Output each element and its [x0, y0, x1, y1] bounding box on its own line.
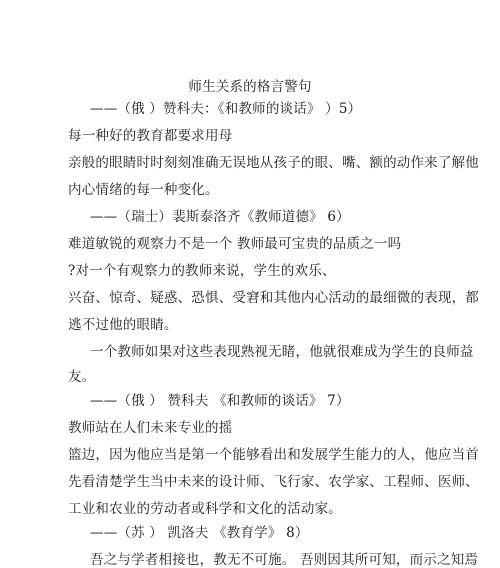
text-line: 每一种好的教育都要求用母	[68, 128, 233, 144]
text-line: ——（俄 ） 赞科夫 《和教师的谈话》 7）	[90, 393, 350, 409]
text-line: 吾之与学者相接也，教无不可施。 吾则因其所可知，而示之知焉	[90, 552, 479, 568]
document-title: 师生关系的格言警句	[188, 79, 312, 95]
text-line: 内心情绪的每一种变化。	[68, 182, 219, 198]
text-line: 亲般的眼睛时时刻刻准确无误地从孩子的眼、嘴、额的动作来了解他	[68, 155, 479, 171]
text-line: 逃不过他的眼睛。	[68, 317, 178, 333]
text-line: ——（瑞士）裴斯泰洛齐《教师道德》 6）	[90, 209, 350, 225]
text-line: 一个教师如果对这些表现熟视无睹，他就很难成为学生的良师益	[90, 344, 474, 360]
text-line: ——（俄 ）赞科夫：《和教师的谈话》 ）5）	[90, 101, 362, 117]
text-line: 工业和农业的劳动者或科学和文化的活动家。	[68, 501, 342, 517]
text-line: 先看清楚学生当中未来的设计师、飞行家、农学家、工程师、医师、	[68, 474, 479, 490]
text-line: ——（苏 ） 凯洛夫 《教育学》 8）	[90, 525, 309, 541]
text-line: 友。	[68, 369, 96, 385]
text-line: 难道敏锐的观察力不是一个 教师最可宝贵的品质之一吗	[68, 236, 402, 252]
text-line: 篮边，因为他应当是第一个能够看出和发展学生能力的人，他应当首	[68, 447, 479, 463]
text-line: ?对一个有观察力的教师来说，学生的欢乐、	[68, 263, 336, 279]
text-line: 教师站在人们未来专业的摇	[68, 420, 233, 436]
text-line: 兴奋、惊奇、疑惑、恐惧、受窘和其他内心活动的最细微的表现，都	[68, 290, 479, 306]
